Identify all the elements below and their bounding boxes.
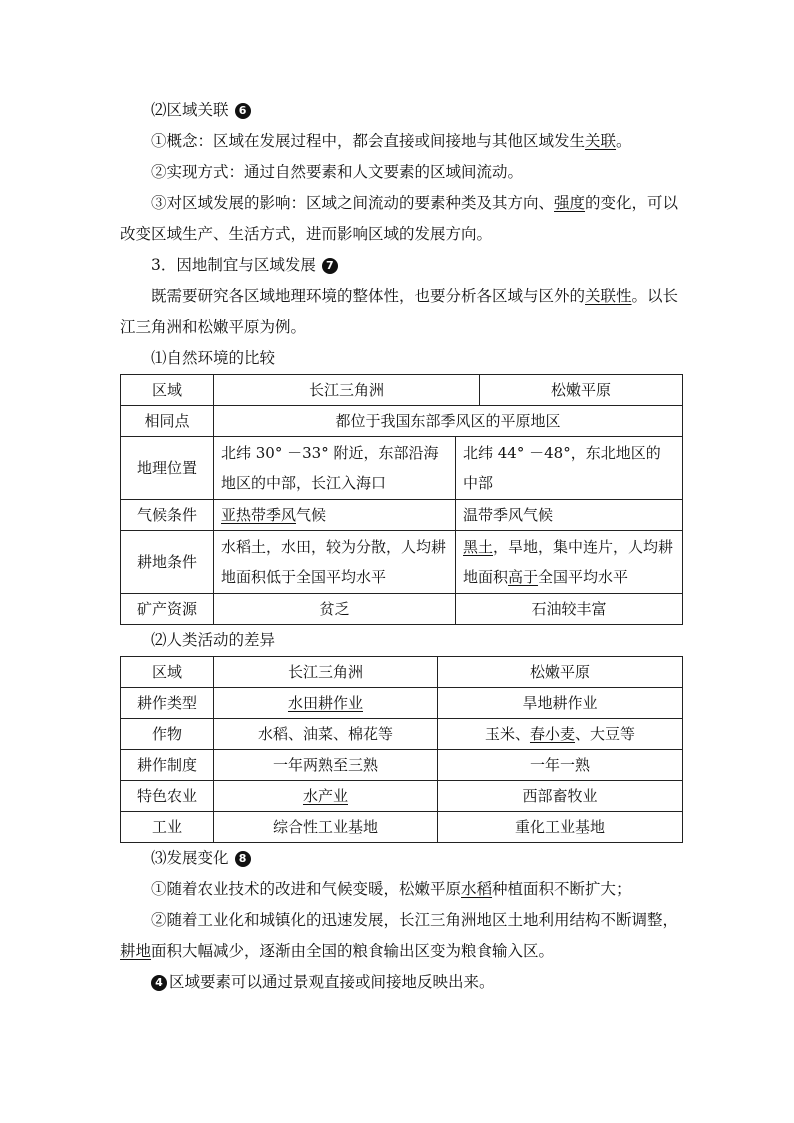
item-text: 种植面积不断扩大； <box>492 880 632 898</box>
note-marker-7: 7 <box>322 258 338 274</box>
row-label: 矿产资源 <box>121 594 214 625</box>
item-text: ①随着农业技术的改进和气候变暖，松嫩平原 <box>151 880 462 898</box>
note-text: 区域要素可以通过景观直接或间接地反映出来。 <box>169 973 495 991</box>
intro-underlined: 关联性 <box>585 287 632 305</box>
header-region: 区域 <box>121 657 214 688</box>
cell-snp: 旱地耕作业 <box>438 688 683 719</box>
section-2-title: ⑵区域关联 <box>151 101 229 119</box>
concept-paragraph <box>120 126 682 157</box>
influence-end: 的变化，可以改变区域生产、生活方式，进而影响区域的发展方向。 <box>120 194 679 243</box>
development-item-2 <box>120 905 682 967</box>
cell-snp: 北纬 44° －48°，东北地区的中部 <box>456 437 683 500</box>
note-marker-8: 8 <box>235 851 251 867</box>
row-label: 耕作类型 <box>121 688 214 719</box>
row-label: 作物 <box>121 719 214 750</box>
underlined-term: 高于 <box>508 568 539 586</box>
cell-yrd: 贫乏 <box>214 594 456 625</box>
cell-text: 全国平均水平 <box>538 568 629 586</box>
table-row <box>121 375 683 406</box>
item-text: 面积大幅减少，逐渐由全国的粮食输出区变为粮食输入区。 <box>151 942 555 960</box>
row-label: 工业 <box>121 812 214 843</box>
cell-yrd <box>214 781 438 812</box>
natural-environment-table <box>120 374 683 625</box>
document-page <box>120 95 682 998</box>
section-3-heading <box>120 250 682 281</box>
influence-underlined: 强度 <box>554 194 586 212</box>
note-marker-6: 6 <box>235 103 251 119</box>
cell-snp: 重化工业基地 <box>438 812 683 843</box>
cell-snp: 石油较丰富 <box>456 594 683 625</box>
note-paragraph <box>120 967 682 998</box>
underlined-term: 水产业 <box>302 787 348 805</box>
cell-yrd: 水稻、油菜、棉花等 <box>214 719 438 750</box>
cell-snp <box>456 531 683 594</box>
row-label: 相同点 <box>121 406 214 437</box>
row-label: 特色农业 <box>121 781 214 812</box>
cell-text: 玉米、 <box>484 725 530 743</box>
cell-snp <box>438 719 683 750</box>
cell-snp: 一年一熟 <box>438 750 683 781</box>
underlined-term: 黑土 <box>463 538 494 556</box>
underlined-term: 水稻 <box>461 880 493 898</box>
underlined-term: 水田耕作业 <box>287 694 363 712</box>
note-marker-4: 4 <box>151 975 167 991</box>
table-row <box>121 594 683 625</box>
concept-text: ①概念：区域在发展过程中，都会直接或间接地与其他区域发生 <box>151 132 586 150</box>
human-table-title: ⑵人类活动的差异 <box>151 631 276 649</box>
section-3-title: 3．因地制宜与区域发展 <box>151 256 316 274</box>
concept-underlined: 关联 <box>585 132 617 150</box>
cell-yrd: 水稻土，水田，较为分散，人均耕地面积低于全国平均水平 <box>214 531 456 594</box>
natural-table-title: ⑴自然环境的比较 <box>151 349 276 367</box>
underlined-term: 亚热带季风 <box>221 506 297 524</box>
development-item-1 <box>120 874 682 905</box>
underlined-term: 春小麦 <box>529 725 575 743</box>
header-snp: 松嫩平原 <box>480 375 683 406</box>
section-2-heading <box>120 95 682 126</box>
row-label: 耕作制度 <box>121 750 214 781</box>
table-row <box>121 781 683 812</box>
table-row <box>121 657 683 688</box>
table-row <box>121 750 683 781</box>
intro-text: 既需要研究各区域地理环境的整体性，也要分析各区域与区外的 <box>151 287 586 305</box>
development-heading <box>120 843 682 874</box>
row-label: 气候条件 <box>121 500 214 531</box>
table-row <box>121 437 683 500</box>
table-row <box>121 500 683 531</box>
concept-end: 。 <box>616 132 632 150</box>
human-activity-table <box>120 656 683 843</box>
cell-text: ，旱地，集中连片，人均耕地面积 <box>463 538 674 586</box>
section-3-intro <box>120 281 682 343</box>
intro-end: 。以长江三角洲和松嫩平原为例。 <box>120 287 679 336</box>
influence-text: ③对区域发展的影响：区域之间流动的要素种类及其方向、 <box>151 194 555 212</box>
development-title: ⑶发展变化 <box>151 849 229 867</box>
cell-snp: 温带季风气候 <box>456 500 683 531</box>
header-region: 区域 <box>121 375 214 406</box>
cell-text: 气候 <box>296 506 327 524</box>
header-yrd: 长江三角洲 <box>214 375 480 406</box>
cell-yrd <box>214 688 438 719</box>
row-label: 耕地条件 <box>121 531 214 594</box>
table-row <box>121 688 683 719</box>
cell-text: 、大豆等 <box>575 725 636 743</box>
underlined-term: 耕地 <box>120 942 152 960</box>
cell-yrd <box>214 500 456 531</box>
table-row <box>121 812 683 843</box>
row-label: 地理位置 <box>121 437 214 500</box>
cell-yrd: 一年两熟至三熟 <box>214 750 438 781</box>
header-yrd: 长江三角洲 <box>214 657 438 688</box>
cell-yrd: 北纬 30° －33° 附近，东部沿海地区的中部，长江入海口 <box>214 437 456 500</box>
table-row <box>121 531 683 594</box>
common-value: 都位于我国东部季风区的平原地区 <box>214 406 683 437</box>
item-text: ②随着工业化和城镇化的迅速发展，长江三角洲地区土地利用结构不断调整， <box>151 911 679 929</box>
influence-paragraph <box>120 188 682 250</box>
table-row <box>121 406 683 437</box>
cell-snp: 西部畜牧业 <box>438 781 683 812</box>
table-row <box>121 719 683 750</box>
header-snp: 松嫩平原 <box>438 657 683 688</box>
cell-yrd: 综合性工业基地 <box>214 812 438 843</box>
method-paragraph: ②实现方式：通过自然要素和人文要素的区域间流动。 <box>151 163 524 181</box>
